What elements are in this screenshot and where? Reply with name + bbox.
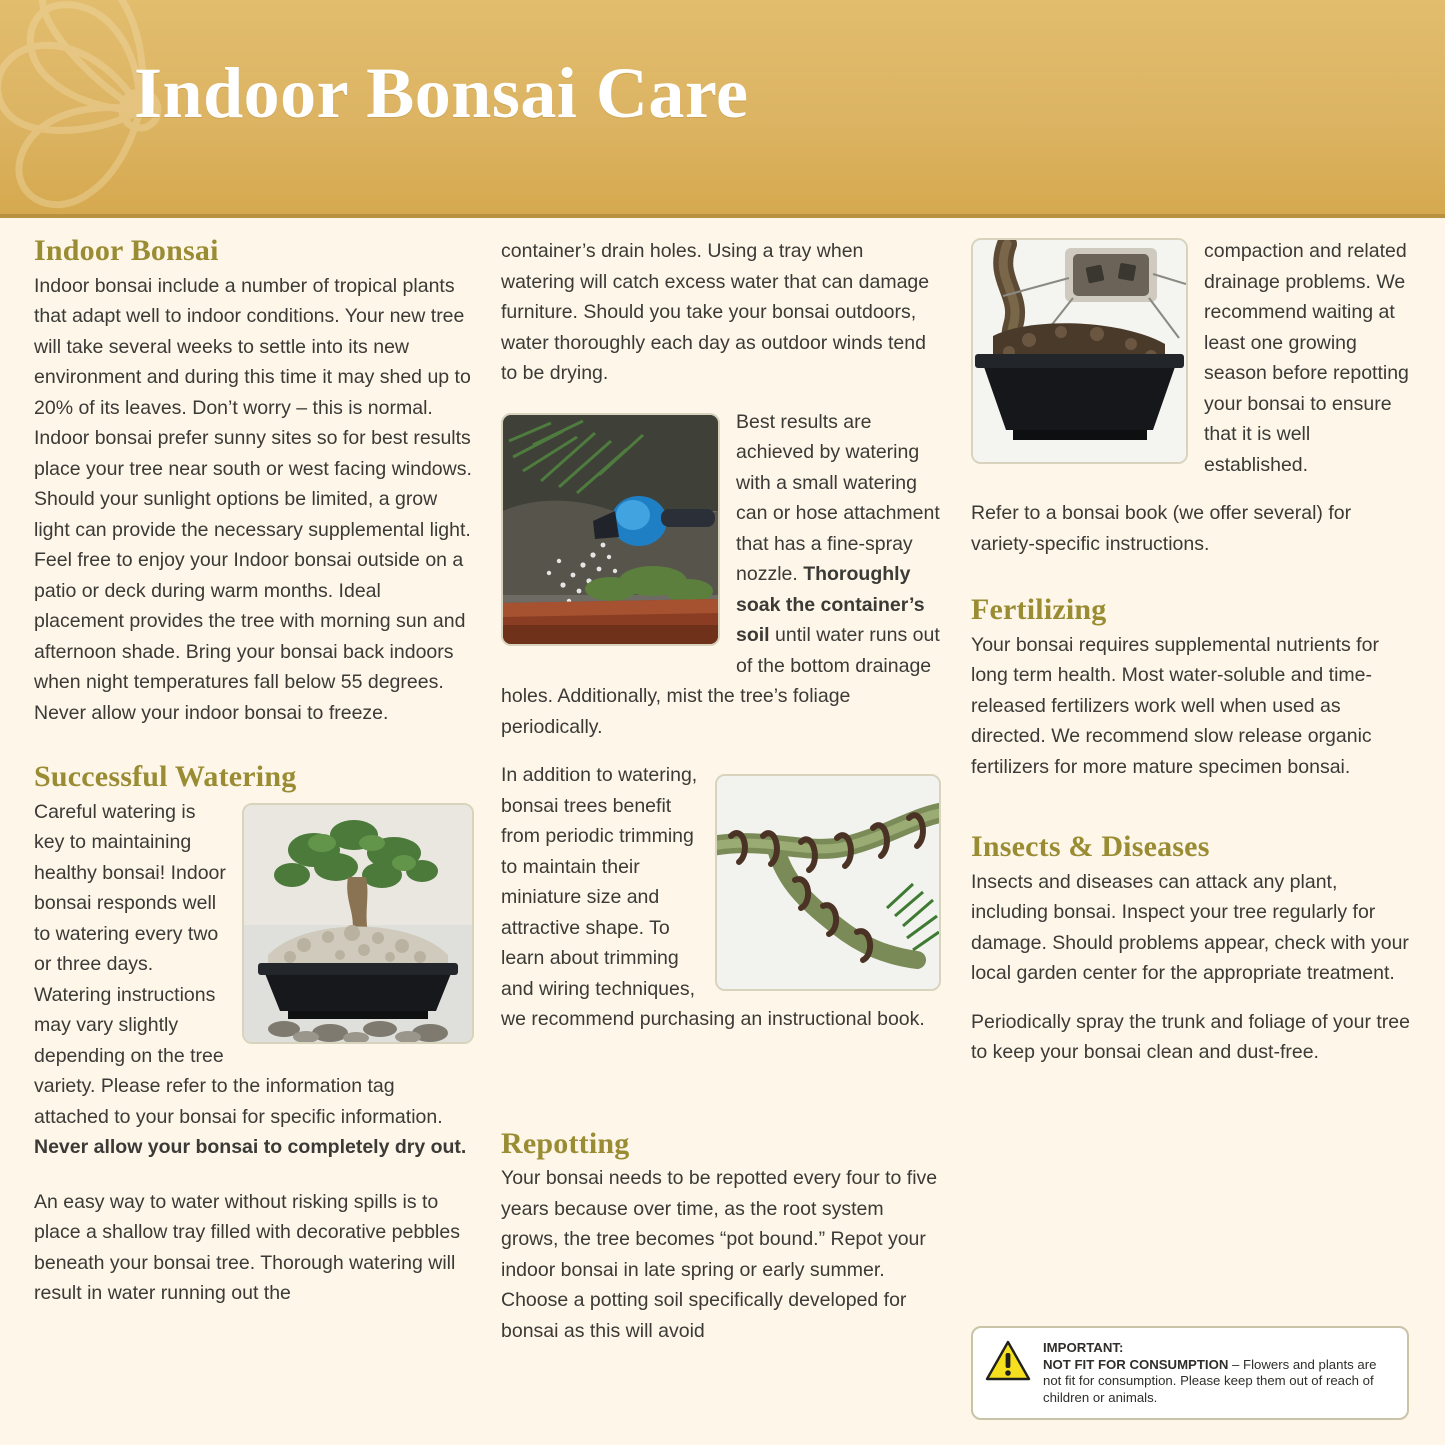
text-fertilizing-body: Your bonsai requires supplemental nutrients for long term health. Most water-soluble and time-released fertilizers work well when used as directed. We recommend slow release organic fertilizers for more mature specimen bonsai. [971,633,1379,778]
text-repotting-para1: Your bonsai needs to be repotted every four to five years because over time, as the root system grows, the tree becomes “pot bound.” Repot your indoor bonsai in late spring or early summer. Choose a potting soil specifically developed for bonsai as this will avoid [501,1167,938,1342]
warning-text [1043,1340,1393,1406]
heading-indoor-bonsai: Indoor Bonsai [34,234,219,267]
column-middle [501,236,941,1346]
text-watering-para4-a: Best results are achieved by watering with a small watering can or hose attachment that has a fine-spray nozzle. [736,410,940,585]
column-right [971,236,1411,1068]
heading-successful-watering: Successful Watering [34,760,297,793]
text-watering-para4-b: until water runs out of the bottom drainage holes. Additionally, mist the tree’s foliage periodically. [501,624,940,738]
text-repotting-para3: Refer to a bonsai book (we offer several) for variety-specific instructions. [971,502,1352,555]
text-watering-para4-bold: Thoroughly soak the container’s soil [736,563,925,646]
text-repotting-para2: compaction and related drainage problems. We recommend waiting at least one growing season before repotting your bonsai to ensure that it is well established. [1204,240,1409,476]
page-title: Indoor Bonsai Care [134,53,749,133]
photo-bonsai-pebble-tray [242,803,474,1044]
photo-wired-bonsai-branch [715,774,941,991]
heading-repotting: Repotting [501,1126,630,1160]
photo-bonsai-repotting [971,238,1188,464]
warning-triangle-icon [985,1340,1031,1382]
text-indoor-bonsai-body: Indoor bonsai include a number of tropical plants that adapt well to indoor conditions. Your new tree will take several weeks to settle into its new environment and during this time it may shed up to 20% of its leaves. Don’t worry – this is normal. Indoor bonsai prefer sunny sites so for best results place your tree near south or west facing windows. Should your sunlight options be limited, a grow light can provide the necessary supplemental light. Feel free to enjoy your Indoor bonsai outside on a patio or deck during warm months. Ideal placement provides the tree with morning sun and afternoon shade. Bring your bonsai back indoors when night temperatures fall below 55 degrees. Never allow your indoor bonsai to freeze. [34,274,472,724]
page-content [0,214,1445,1445]
text-watering-para1-main: Careful watering is key to maintaining healthy bonsai! Indoor bonsai responds well to watering every two or three days. Watering instructions may vary slightly depending on the tree variety. Please refer to the information tag attached to your bonsai for specific information. [34,800,443,1128]
text-watering-para1-bold: Never allow your bonsai to completely dry out. [34,1136,467,1158]
text-insects-para2: Periodically spray the trunk and foliage of your tree to keep your bonsai clean and dust-free. [971,1010,1410,1063]
warning-line1: IMPORTANT: [1043,1340,1124,1355]
heading-insects-diseases: Insects & Diseases [971,830,1210,863]
column-left [34,236,474,1309]
photo-watering-hose-nozzle [501,413,720,646]
text-watering-para5: In addition to watering, bonsai trees benefit from periodic trimming to maintain their miniature size and attractive shape. To learn about trimming and wiring techniques, we recommend purchasing an instructional book. [501,764,925,1030]
text-watering-para3: container’s drain holes. Using a tray when watering will catch excess water that can damage furniture. Should you take your bonsai outdoors, water thoroughly each day as outdoor winds tend to be drying. [501,240,930,384]
text-watering-para2: An easy way to water without risking spills is to place a shallow tray filled with decorative pebbles beneath your bonsai tree. Thorough watering will result in water running out the [34,1190,460,1304]
heading-fertilizing: Fertilizing [971,593,1107,626]
text-insects-para1: Insects and diseases can attack any plant, including bonsai. Inspect your tree regularly for damage. Should problems appear, check with your local garden center for the appropriate treatment. [971,870,1409,984]
warning-box [971,1326,1409,1420]
page-header [0,0,1445,218]
warning-line2-bold: NOT FIT FOR CONSUMPTION [1043,1356,1229,1372]
warning-line2-rest: – Flowers and plants are not fit for consumption. Please keep them out of reach of children or animals. [1043,1356,1377,1405]
